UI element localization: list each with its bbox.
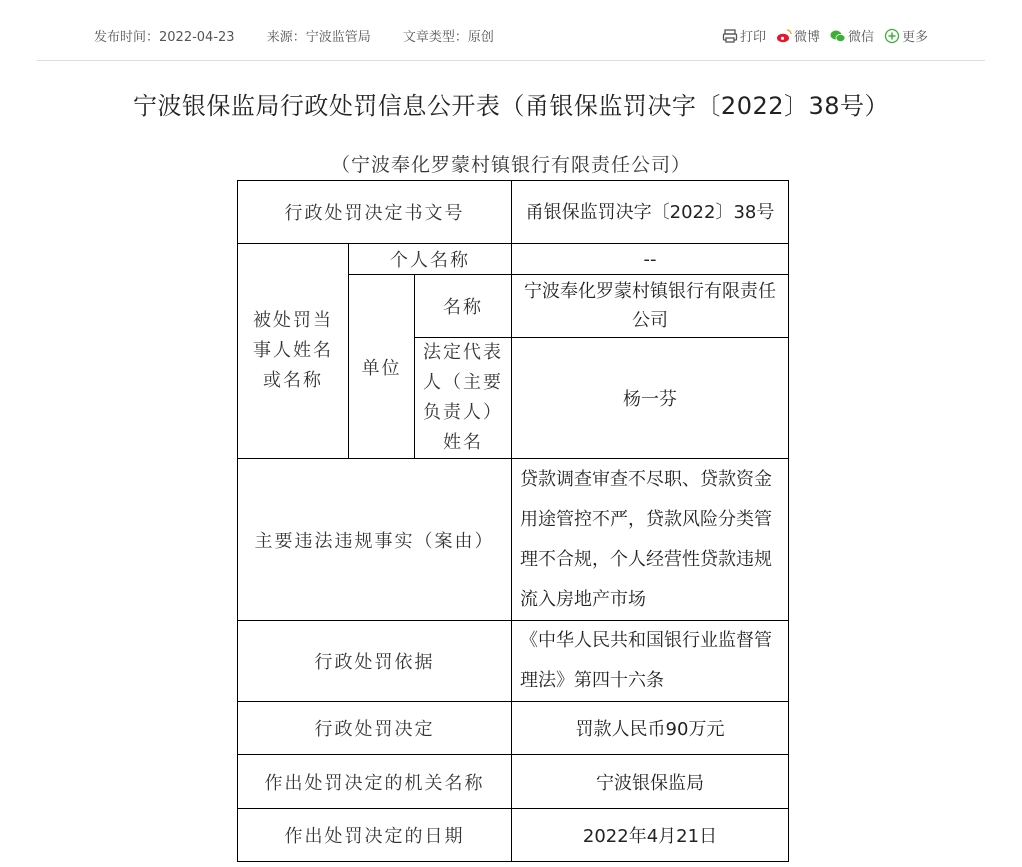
violation-label: 主要违法违规事实（案由） <box>238 459 512 621</box>
individual-value: -- <box>512 244 789 275</box>
article-meta <box>94 26 522 45</box>
table-row <box>238 621 789 702</box>
weibo-share-button[interactable] <box>776 26 820 45</box>
legal-rep-label: 法定代表人（主要负责人）姓名 <box>415 338 512 459</box>
decision-no-value: 甬银保监罚决字〔2022〕38号 <box>512 181 789 244</box>
party-label: 被处罚当事人姓名或名称 <box>238 244 349 459</box>
table-row <box>238 809 789 862</box>
decision-label: 行政处罚决定 <box>238 702 512 755</box>
individual-label: 个人名称 <box>349 244 512 275</box>
more-share-button[interactable] <box>884 26 928 45</box>
page-title: 宁波银保监局行政处罚信息公开表（甬银保监罚决字〔2022〕38号） <box>132 92 890 120</box>
basis-value: 《中华人民共和国银行业监督管理法》第四十六条 <box>512 621 789 702</box>
decision-no-label: 行政处罚决定书文号 <box>238 181 512 244</box>
printer-icon <box>722 28 738 44</box>
page-subtitle: （宁波奉化罗蒙村镇银行有限责任公司） <box>330 154 691 176</box>
authority-label: 作出处罚决定的机关名称 <box>238 755 512 809</box>
date-value: 2022年4月21日 <box>512 809 789 862</box>
article-source: 来源：宁波监管局 <box>266 30 371 45</box>
authority-value: 宁波银保监局 <box>512 755 789 809</box>
table-row <box>238 459 789 621</box>
legal-rep-value: 杨一芬 <box>512 338 789 459</box>
table-row <box>238 181 789 244</box>
basis-label: 行政处罚依据 <box>238 621 512 702</box>
print-label: 打印 <box>740 30 767 45</box>
weibo-icon <box>776 28 792 44</box>
unit-label: 单位 <box>349 275 415 459</box>
decision-value: 罚款人民币90万元 <box>512 702 789 755</box>
violation-value: 贷款调查审查不尽职、贷款资金用途管控不严，贷款风险分类管理不合规，个人经营性贷款违规流入房地产市场 <box>512 459 789 621</box>
print-button[interactable] <box>722 26 766 45</box>
share-toolbar <box>722 26 938 45</box>
table-row <box>238 755 789 809</box>
article-type: 文章类型：原创 <box>402 30 494 45</box>
table-row <box>238 244 789 275</box>
unit-name-value: 宁波奉化罗蒙村镇银行有限责任公司 <box>512 275 789 338</box>
more-label: 更多 <box>902 30 929 45</box>
wechat-label: 微信 <box>848 30 875 45</box>
publish-date: 发布时间：2022-04-23 <box>94 30 235 45</box>
unit-name-label: 名称 <box>415 275 512 338</box>
wechat-share-button[interactable] <box>830 26 874 45</box>
table-row <box>238 702 789 755</box>
wechat-icon <box>830 28 846 44</box>
date-label: 作出处罚决定的日期 <box>238 809 512 862</box>
header-divider <box>37 60 985 61</box>
weibo-label: 微博 <box>794 30 821 45</box>
penalty-info-table <box>237 180 789 862</box>
plus-circle-icon <box>884 28 900 44</box>
